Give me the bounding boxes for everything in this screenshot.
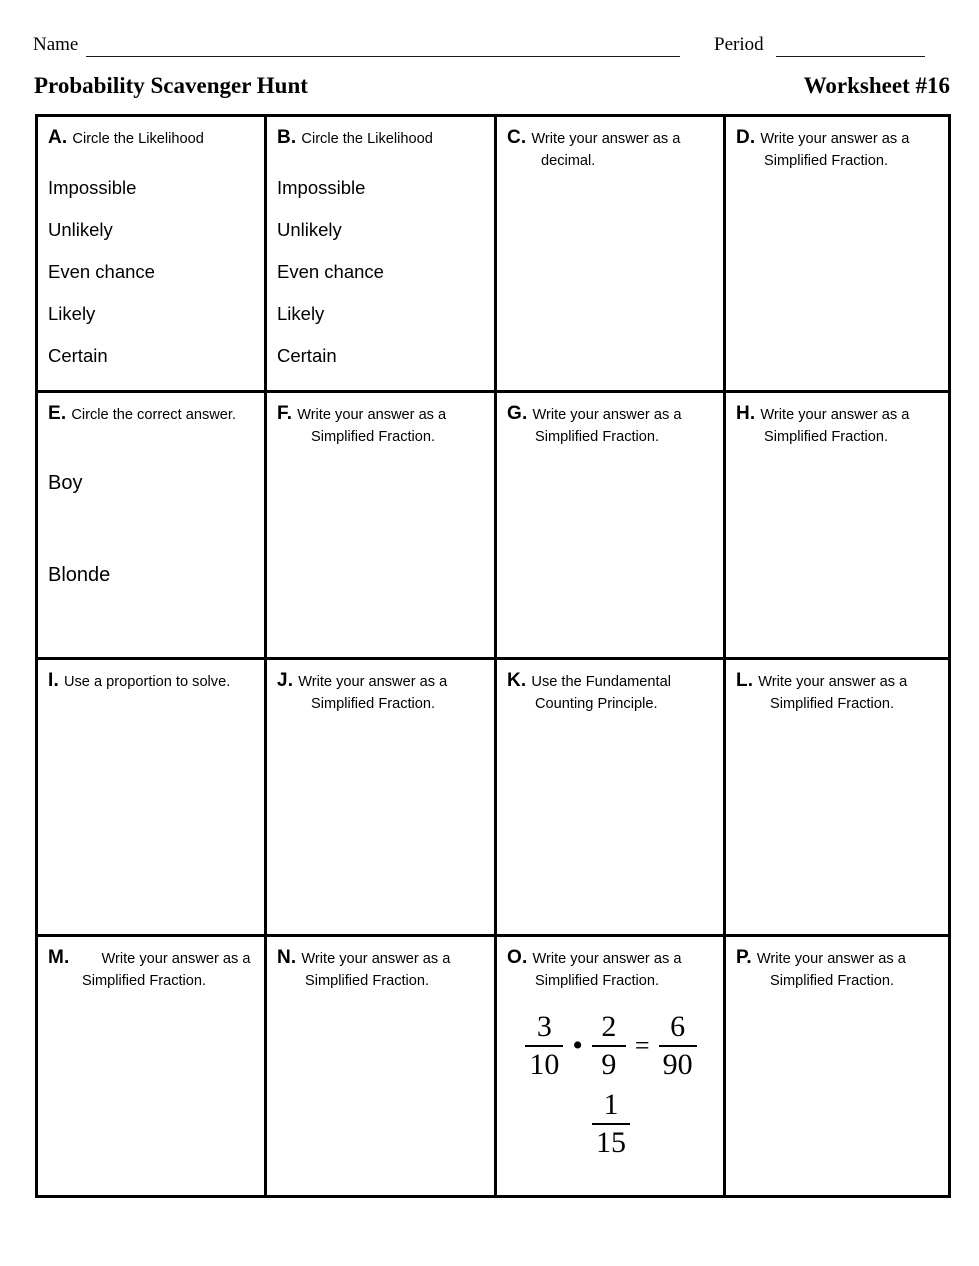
problem-cell-g[interactable] (497, 393, 726, 660)
problem-letter-f: F. (277, 403, 293, 424)
problem-letter-k: K. (507, 670, 527, 691)
problem-i-heading (48, 670, 256, 694)
problem-instruction-j: Write your answer as a Simplified Fraction. (298, 674, 448, 712)
problem-a-heading (48, 127, 256, 151)
problem-letter-h: H. (736, 403, 756, 424)
name-blank-line[interactable] (86, 56, 680, 57)
option-unlikely[interactable]: Unlikely (48, 218, 113, 240)
option-even-chance[interactable]: Even chance (277, 260, 384, 282)
option-certain[interactable]: Certain (277, 344, 337, 366)
fraction-bar (659, 1045, 697, 1047)
fraction-denominator: 10 (529, 1048, 560, 1081)
problem-instruction-a: Circle the Likelihood (72, 131, 204, 147)
problem-d-heading (736, 127, 940, 172)
problem-j-heading (277, 670, 486, 715)
math-simplified-row (507, 1088, 715, 1160)
option-even-chance[interactable]: Even chance (48, 260, 155, 282)
fraction-numerator: 1 (603, 1088, 619, 1121)
option-unlikely[interactable]: Unlikely (277, 218, 342, 240)
problem-l-heading (736, 670, 940, 715)
problem-instruction-d: Write your answer as a Simplified Fraction. (760, 131, 910, 169)
fraction-numerator: 6 (670, 1010, 686, 1043)
period-label: Period (714, 34, 764, 55)
problem-cell-b[interactable] (267, 117, 497, 393)
problem-cell-c[interactable] (497, 117, 726, 393)
problem-c-heading (507, 127, 715, 172)
option-certain[interactable]: Certain (48, 344, 108, 366)
problem-f-heading (277, 403, 486, 448)
problem-instruction-o: Write your answer as a Simplified Fraction. (532, 951, 682, 989)
problem-letter-j: J. (277, 670, 294, 691)
problem-letter-l: L. (736, 670, 754, 691)
problem-cell-m[interactable] (38, 937, 267, 1195)
problem-cell-o[interactable] (497, 937, 726, 1195)
problem-instruction-c: Write your answer as a decimal. (531, 131, 681, 169)
worked-solution-o (507, 1010, 715, 1160)
fraction-three-tenths (525, 1010, 563, 1082)
problem-letter-e: E. (48, 403, 67, 424)
problem-e-heading (48, 403, 256, 427)
problem-instruction-k: Use the Fundamental Counting Principle. (531, 674, 671, 712)
problem-k-heading (507, 670, 715, 715)
worksheet-number: Worksheet #16 (803, 73, 950, 98)
problem-instruction-p: Write your answer as a Simplified Fraction. (756, 951, 906, 989)
answer-choices-e (48, 471, 256, 587)
problem-cell-d[interactable] (726, 117, 948, 393)
problem-instruction-f: Write your answer as a Simplified Fraction. (297, 407, 447, 445)
choice-boy[interactable]: Boy (48, 471, 83, 494)
problem-b-heading (277, 127, 486, 151)
problem-letter-o: O. (507, 947, 528, 968)
problem-o-heading (507, 947, 715, 992)
fraction-denominator: 15 (596, 1126, 626, 1159)
name-label: Name (33, 34, 79, 55)
problem-letter-a: A. (48, 127, 68, 148)
problem-letter-i: I. (48, 670, 59, 691)
problem-g-heading (507, 403, 715, 448)
problem-cell-j[interactable] (267, 660, 497, 937)
period-blank-line[interactable] (776, 56, 925, 57)
problem-cell-k[interactable] (497, 660, 726, 937)
option-impossible[interactable]: Impossible (48, 176, 137, 198)
problem-cell-p[interactable] (726, 937, 948, 1195)
problem-n-heading (277, 947, 486, 992)
problem-letter-m: M. (48, 947, 70, 968)
option-likely[interactable]: Likely (48, 302, 96, 324)
problem-instruction-n: Write your answer as a Simplified Fraction. (301, 951, 451, 989)
problem-cell-i[interactable] (38, 660, 267, 937)
worksheet-header (0, 72, 979, 104)
fraction-numerator: 2 (601, 1010, 617, 1043)
fraction-denominator: 90 (662, 1048, 693, 1081)
problem-grid (35, 114, 951, 1198)
student-info-row (0, 30, 979, 64)
problem-instruction-b: Circle the Likelihood (301, 131, 433, 147)
problem-instruction-h: Write your answer as a Simplified Fraction. (760, 407, 910, 445)
problem-cell-f[interactable] (267, 393, 497, 660)
fraction-numerator: 3 (536, 1010, 552, 1043)
multiplication-dot-operator: • (572, 1029, 583, 1062)
problem-cell-e[interactable] (38, 393, 267, 660)
problem-letter-c: C. (507, 127, 527, 148)
problem-letter-g: G. (507, 403, 528, 424)
problem-instruction-e: Circle the correct answer. (71, 407, 237, 423)
fraction-two-ninths (592, 1010, 626, 1082)
math-equation-row (507, 1010, 715, 1082)
problem-instruction-g: Write your answer as a Simplified Fraction. (532, 407, 682, 445)
problem-letter-p: P. (736, 947, 752, 968)
problem-letter-n: N. (277, 947, 297, 968)
problem-letter-d: D. (736, 127, 756, 148)
problem-cell-h[interactable] (726, 393, 948, 660)
problem-cell-l[interactable] (726, 660, 948, 937)
problem-letter-b: B. (277, 127, 297, 148)
fraction-denominator: 9 (601, 1048, 617, 1081)
problem-h-heading (736, 403, 940, 448)
problem-instruction-i: Use a proportion to solve. (63, 674, 231, 690)
fraction-bar (525, 1045, 563, 1047)
problem-instruction-m: Write your answer as a Simplified Fraction. (82, 951, 251, 989)
likelihood-options-a (48, 167, 256, 377)
problem-m-heading (48, 947, 256, 992)
likelihood-options-b (277, 167, 486, 377)
fraction-one-fifteenth (592, 1088, 630, 1160)
fraction-bar (592, 1123, 630, 1125)
fraction-six-ninetieths (659, 1010, 697, 1082)
choice-blonde[interactable]: Blonde (48, 563, 111, 586)
page-title: Probability Scavenger Hunt (34, 73, 308, 98)
problem-cell-n[interactable] (267, 937, 497, 1195)
problem-p-heading (736, 947, 940, 992)
option-impossible[interactable]: Impossible (277, 176, 366, 198)
problem-cell-a[interactable] (38, 117, 267, 393)
option-likely[interactable]: Likely (277, 302, 325, 324)
problem-instruction-l: Write your answer as a Simplified Fraction. (758, 674, 908, 712)
fraction-bar (592, 1045, 626, 1047)
equals-operator: = (634, 1031, 650, 1060)
